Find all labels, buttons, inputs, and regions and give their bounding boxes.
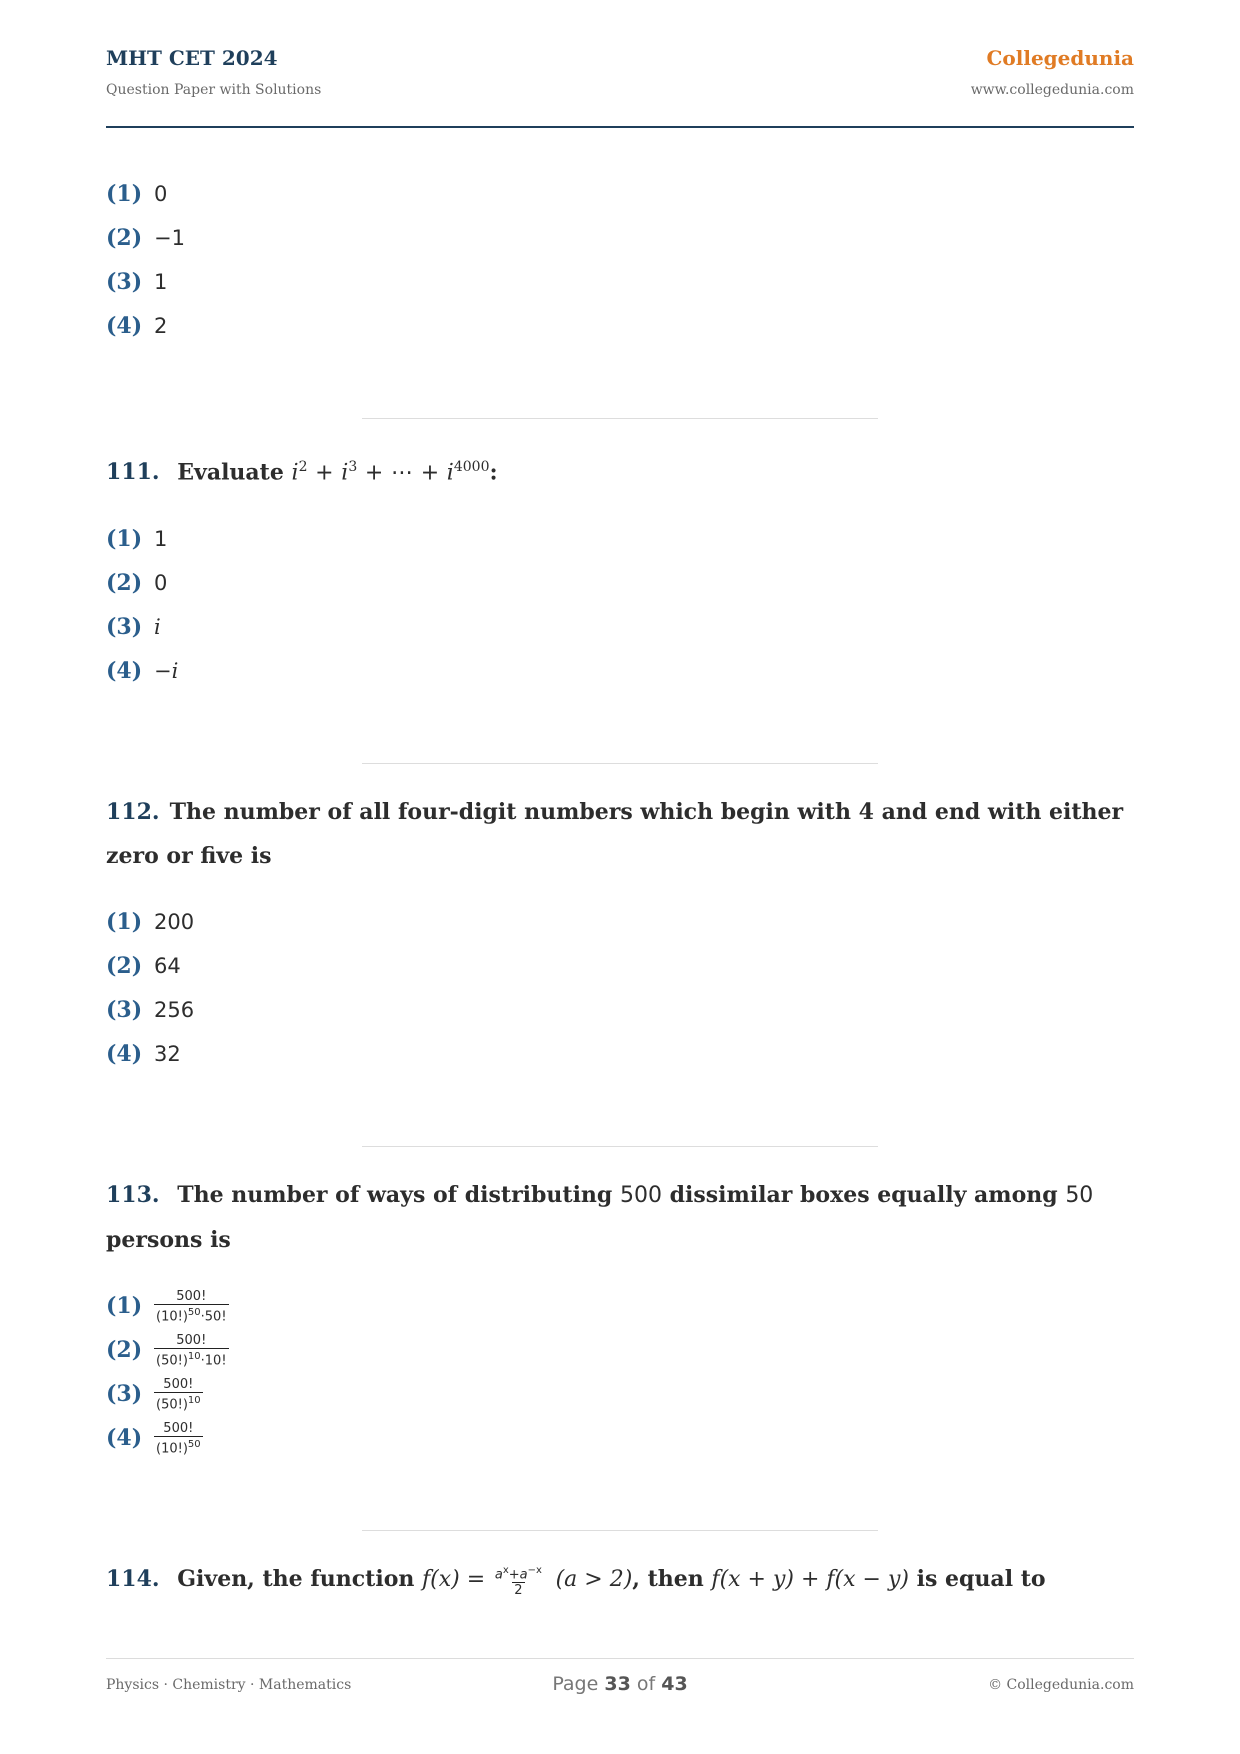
fraction-denominator (154, 1348, 229, 1368)
option[interactable] (106, 216, 1134, 260)
fraction (154, 1377, 203, 1412)
math-colon: : (489, 459, 498, 486)
math-function: f(x) = (422, 1567, 486, 1593)
footer-copyright: © Collegedunia.com (988, 1677, 1134, 1693)
den-exponent: 50 (187, 1306, 201, 1318)
num-a: a (494, 1567, 503, 1582)
question-text: The number of ways of distributing (177, 1182, 613, 1209)
den-base: (50!) (156, 1396, 188, 1412)
fraction-denominator (154, 1392, 203, 1412)
exponent: 4000 (453, 459, 490, 475)
option-value: i (154, 615, 161, 640)
option-value: −1 (154, 226, 185, 250)
exponent: 2 (298, 459, 308, 475)
q111-options (106, 517, 1134, 693)
fraction (154, 1421, 203, 1456)
page-word: Page (552, 1673, 599, 1695)
option[interactable] (106, 304, 1134, 348)
page-header (106, 40, 1134, 128)
question-number: 113. (106, 1182, 160, 1209)
den-exponent: 50 (187, 1438, 201, 1450)
option-label: (2) (106, 953, 143, 980)
math-expression: f(x + y) + f(x − y) (711, 1567, 909, 1593)
exam-title: MHT CET 2024 (106, 46, 278, 70)
option[interactable] (106, 561, 1134, 605)
header-left (106, 46, 321, 98)
website-link[interactable]: www.collegedunia.com (970, 82, 1134, 98)
math-i: i (446, 460, 454, 486)
math-plus: + (364, 460, 384, 486)
footer-subjects: Physics · Chemistry · Mathematics (106, 1677, 352, 1693)
question-text: dissimilar boxes equally among (669, 1182, 1058, 1209)
page-indicator (106, 1673, 1134, 1695)
fraction-numerator: 500! (163, 1420, 194, 1436)
question-text: persons is (106, 1227, 231, 1254)
option[interactable] (106, 1416, 1134, 1460)
math-plus: + (420, 460, 440, 486)
option-value: 2 (154, 314, 168, 338)
den-base: (50!) (156, 1352, 188, 1368)
question-text: Given, the function (177, 1566, 415, 1593)
den-exponent: 10 (187, 1350, 201, 1362)
brand-name: Collegedunia (986, 46, 1134, 70)
option-label: (1) (106, 909, 143, 936)
option-label: (4) (106, 1425, 143, 1452)
question-text: is equal to (916, 1566, 1046, 1593)
option-label: (3) (106, 614, 143, 641)
option[interactable] (106, 944, 1134, 988)
den-base: (10!) (156, 1308, 188, 1324)
option-label: (4) (106, 658, 143, 685)
option-value: 256 (154, 998, 195, 1023)
q110-options (106, 172, 1134, 348)
fraction-denominator: 2 (514, 1583, 523, 1598)
option-value: 64 (154, 954, 181, 979)
page-of: of (636, 1673, 656, 1695)
exam-subtitle: Question Paper with Solutions (106, 82, 322, 98)
fraction-numerator: 500! (176, 1332, 207, 1348)
option[interactable] (106, 1328, 1134, 1372)
option-label: (1) (106, 1293, 143, 1320)
option-value: 0 (154, 571, 168, 596)
den-base: (10!) (156, 1440, 188, 1456)
den-tail: ·10! (200, 1352, 227, 1368)
option[interactable] (106, 1032, 1134, 1076)
option[interactable] (106, 517, 1134, 561)
option[interactable] (106, 1284, 1134, 1328)
header-right (971, 46, 1134, 98)
option-label: (2) (106, 570, 143, 597)
option[interactable] (106, 649, 1134, 693)
page-footer (106, 1658, 1134, 1719)
fraction-numerator (493, 1563, 544, 1582)
q112-options (106, 900, 1134, 1076)
option-value: −i (154, 659, 179, 684)
option-value: 1 (154, 270, 168, 294)
q113-options (106, 1284, 1134, 1460)
question-number: 111. (106, 459, 160, 486)
option[interactable] (106, 900, 1134, 944)
option-value: 200 (154, 910, 195, 935)
option-value: 32 (154, 1042, 181, 1067)
fraction (154, 1289, 229, 1324)
option-label: (3) (106, 269, 143, 295)
num-exp: −x (527, 1564, 542, 1576)
option[interactable] (106, 605, 1134, 649)
question-114 (106, 1557, 1134, 1602)
math-dots: ⋯ (391, 460, 414, 486)
fraction-denominator (154, 1304, 229, 1324)
page-current: 33 (604, 1673, 631, 1695)
num-mid: +a (508, 1567, 528, 1582)
math-condition: (a > 2) (555, 1567, 633, 1593)
option-label: (4) (106, 313, 143, 339)
option[interactable] (106, 1372, 1134, 1416)
option[interactable] (106, 988, 1134, 1032)
fraction-denominator (154, 1436, 203, 1456)
math-number: 50 (1065, 1183, 1094, 1209)
question-text: Evaluate (177, 459, 284, 486)
den-tail: ·50! (200, 1308, 227, 1324)
question-111 (106, 445, 1134, 495)
fraction-numerator: 500! (176, 1288, 207, 1304)
option-value: 1 (154, 527, 168, 552)
option[interactable] (106, 260, 1134, 304)
option-label: (2) (106, 1337, 143, 1364)
option-label: (4) (106, 1041, 143, 1068)
option-value: 0 (154, 182, 168, 206)
option-label: (3) (106, 1381, 143, 1408)
fraction (493, 1563, 544, 1598)
option-label: (3) (106, 997, 143, 1024)
math-i: i (341, 460, 349, 486)
num-exp: x (502, 1564, 509, 1576)
fraction (154, 1333, 229, 1368)
question-number: 112. (106, 799, 160, 826)
option-label: (2) (106, 225, 143, 251)
page-content (106, 172, 1134, 1602)
exponent: 3 (348, 459, 358, 475)
math-number: 500 (620, 1183, 662, 1209)
question-112 (106, 790, 1134, 878)
question-text: The number of all four-digit numbers which begin with 4 and end with either zero or five is (106, 799, 1124, 870)
question-113 (106, 1173, 1134, 1262)
math-plus: + (315, 460, 334, 486)
page-total: 43 (661, 1673, 688, 1695)
question-text: , then (632, 1566, 704, 1593)
option-label: (1) (106, 181, 143, 207)
fraction-numerator: 500! (163, 1376, 194, 1392)
den-exponent: 10 (187, 1394, 201, 1406)
math-i: i (291, 460, 299, 486)
option[interactable] (106, 172, 1134, 216)
question-number: 114. (106, 1566, 160, 1593)
option-label: (1) (106, 526, 143, 553)
